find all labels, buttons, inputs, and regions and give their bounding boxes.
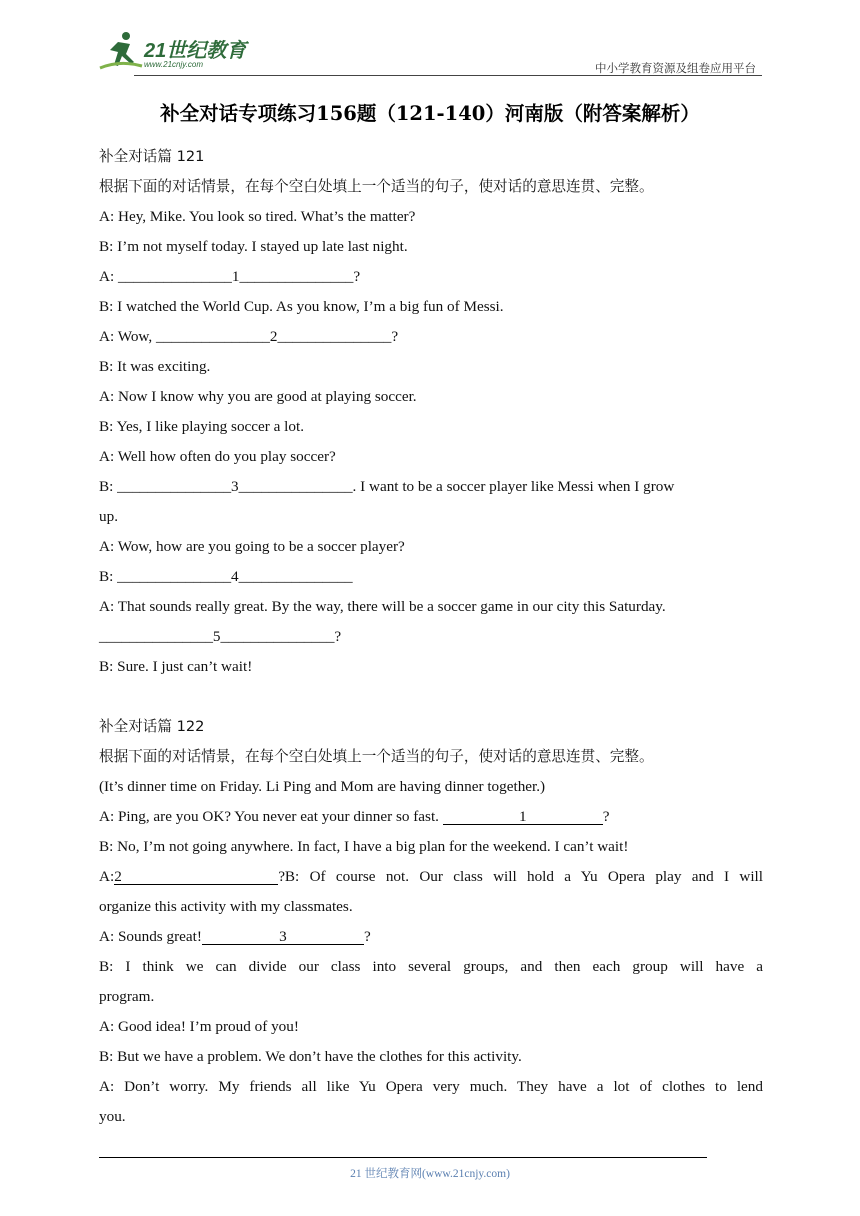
- dialogue-line: up.: [99, 508, 118, 525]
- page-title: 补全对话专项练习156题（121-140）河南版（附答案解析）: [160, 102, 700, 125]
- logo-text: 21世纪教育: [144, 40, 247, 62]
- dialogue-line: A: Hey, Mike. You look so tired. What’s the matter?: [99, 208, 416, 225]
- answer-blank[interactable]: 2: [114, 869, 278, 885]
- answer-blank[interactable]: 1: [443, 809, 603, 825]
- dialogue-line: program.: [99, 988, 155, 1005]
- page-footer: 21 世纪教育网(www.21cnjy.com): [350, 1168, 510, 1180]
- section-spacer: [99, 682, 763, 712]
- dialogue-line: B: _______________3_______________. I want to be a soccer player like Messi when I grow: [99, 478, 675, 495]
- logo-url: www.21cnjy.com: [144, 60, 203, 69]
- dialogue-line: A: Now I know why you are good at playing soccer.: [99, 388, 417, 405]
- dialogue-line: _______________5_______________?: [99, 628, 342, 645]
- line-text: A: Sounds great!: [99, 928, 202, 945]
- instruction: 根据下面的对话情景，在每个空白处填上一个适当的句子，使对话的意思连贯、完整。: [99, 178, 654, 195]
- header-divider: [134, 75, 762, 76]
- instruction: 根据下面的对话情景，在每个空白处填上一个适当的句子，使对话的意思连贯、完整。: [99, 748, 654, 765]
- line-text: ?B: Of course not. Our class will hold a Yu Opera play and I will: [278, 868, 763, 885]
- dialogue-line: organize this activity with my classmates.: [99, 898, 353, 915]
- dialogue-line: B: I’m not myself today. I stayed up late last night.: [99, 238, 408, 255]
- dialogue-line: B: I watched the World Cup. As you know, I’m a big fun of Messi.: [99, 298, 504, 315]
- dialogue-line: B: Yes, I like playing soccer a lot.: [99, 418, 304, 435]
- dialogue-line: B: But we have a problem. We don’t have the clothes for this activity.: [99, 1048, 522, 1065]
- line-text: ?: [363, 928, 371, 945]
- dialogue-line: you.: [99, 1108, 126, 1125]
- dialogue-line: A: Wow, _______________2_______________?: [99, 328, 399, 345]
- dialogue-line: [99, 922, 763, 952]
- answer-blank[interactable]: 3: [202, 929, 364, 945]
- footer-divider: [99, 1157, 707, 1158]
- section-heading: 补全对话篇 122: [99, 718, 205, 735]
- dialogue-line: B: No, I’m not going anywhere. In fact, I have a big plan for the weekend. I can’t wait!: [99, 838, 629, 855]
- dialogue-line: A: _______________1_______________?: [99, 268, 361, 285]
- document-body: [99, 142, 763, 1132]
- dialogue-line: A: Don’t worry. My friends all like Yu Opera very much. They have a lot of clothes to lend: [99, 1078, 763, 1095]
- line-text: ?: [602, 808, 610, 825]
- context-line: (It’s dinner time on Friday. Li Ping and Mom are having dinner together.): [99, 778, 546, 795]
- dialogue-line: B: I think we can divide our class into several groups, and then each group will have a: [99, 958, 763, 975]
- dialogue-line: [99, 802, 763, 832]
- platform-name: 中小学教育资源及组卷应用平台: [595, 61, 756, 75]
- runner-logo-icon: [96, 30, 144, 72]
- dialogue-line: B: It was exciting.: [99, 358, 211, 375]
- dialogue-line: B: Sure. I just can’t wait!: [99, 658, 253, 675]
- dialogue-line: B: _______________4_______________: [99, 568, 353, 585]
- line-text: A: Ping, are you OK? You never eat your dinner so fast.: [99, 808, 443, 825]
- dialogue-line: A: Well how often do you play soccer?: [99, 448, 336, 465]
- dialogue-line: [99, 862, 763, 892]
- page-header: [96, 30, 762, 78]
- section-heading: 补全对话篇 121: [99, 148, 205, 165]
- line-text: A:: [99, 868, 115, 885]
- dialogue-line: A: Good idea! I’m proud of you!: [99, 1018, 299, 1035]
- dialogue-line: A: Wow, how are you going to be a soccer player?: [99, 538, 405, 555]
- dialogue-line: A: That sounds really great. By the way, there will be a soccer game in our city this Saturday.: [99, 598, 666, 615]
- site-logo: [96, 30, 256, 74]
